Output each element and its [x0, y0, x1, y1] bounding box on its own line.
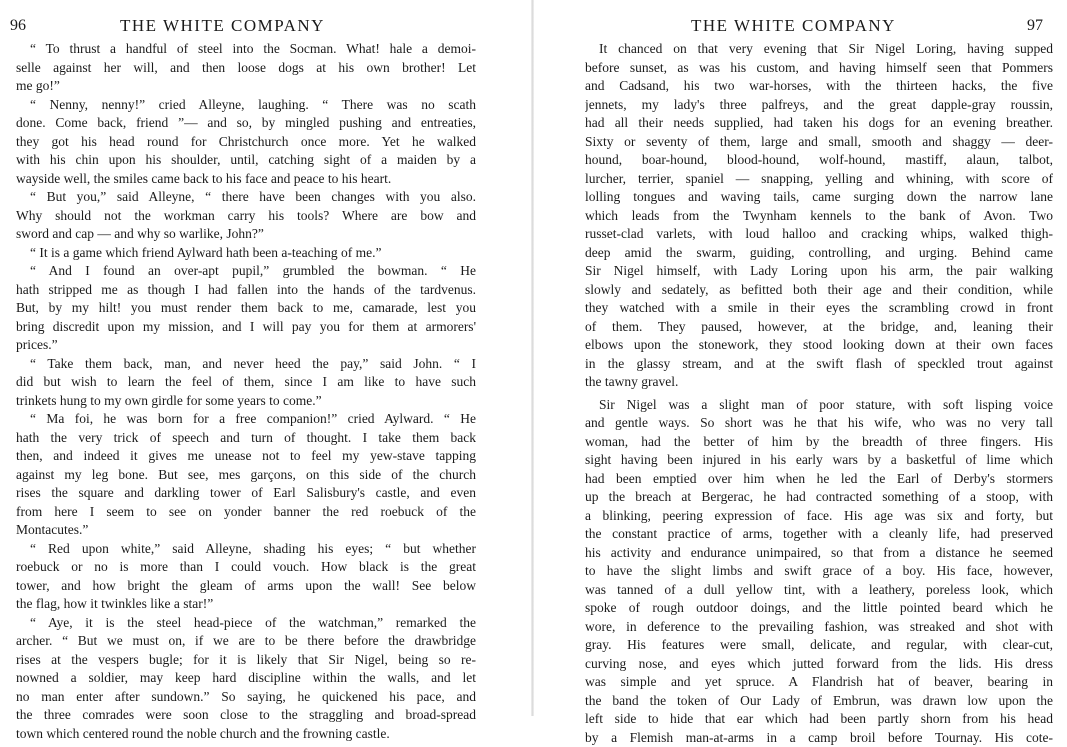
text-line: then, and indeed it gives me unease not to feel my yew-stave tapping — [16, 447, 476, 466]
text-line: “ Ma foi, he was born for a free companion!” cried Aylward. “ He — [16, 410, 476, 429]
text-line: was simple and yet spruce. A Flandrish hat of beaver, bearing in — [585, 673, 1053, 692]
text-line: a blinking, peering expression of face. His age was six and forty, but — [585, 507, 1053, 526]
text-line: which leads from the Twynham kennels to the bank of Avon. Two — [585, 207, 1053, 226]
text-line: lolling tongues and waving tails, came surging down the narrow lane — [585, 188, 1053, 207]
text-line: rises the square and darkling tower of Earl Salisbury's castle, and even — [16, 484, 476, 503]
body-text — [585, 40, 1053, 747]
text-line: and Cadsand, his two war-horses, with the thirteen hacks, the five — [585, 77, 1053, 96]
text-line: jennets, my lady's three palfreys, and the great dapple-gray roussin, — [585, 96, 1053, 115]
text-line: with his chin upon his shoulder, until, catching sight of a maiden by a — [16, 151, 476, 170]
text-line: they got his head round for Christchurch once more. Yet he walked — [16, 133, 476, 152]
running-title: THE WHITE COMPANY — [120, 14, 325, 38]
text-line: selle against her will, and then loose dogs at his own brother! Let — [16, 59, 476, 78]
text-line: “ Red upon white,” said Alleyne, shading his eyes; “ but whether — [16, 540, 476, 559]
running-header — [10, 14, 519, 38]
text-line: no man enter after sundown.” So saying, he quickened his pace, and — [16, 688, 476, 707]
text-line: sight having been injured in his early wars by a basketful of lime which — [585, 451, 1053, 470]
text-line: Why should not the workman carry his tools? Where are bow and — [16, 207, 476, 226]
text-line: gray. His features were small, delicate, and regular, with clear-cut, — [585, 636, 1053, 655]
text-line: against my leg bone. But see, mes garçons, on this side of the church — [16, 466, 476, 485]
text-line: the band the token of Our Lady of Embrun, was drawn low upon the — [585, 692, 1053, 711]
text-line: hath stripped me as though I had fallen into the hands of the tardvenus. — [16, 281, 476, 300]
text-line: had been emptied over him when he led the Earl of Derby's stormers — [585, 470, 1053, 489]
text-line: curving nose, and eyes which jutted forward from the lids. His dress — [585, 655, 1053, 674]
text-line: lurcher, terrier, spaniel — snapping, yelling and whining, with score of — [585, 170, 1053, 189]
text-line: prices.” — [16, 336, 476, 355]
text-line: hath the very trick of speech and turn of thought. I take them back — [16, 429, 476, 448]
text-line: did but wish to learn the feel of them, since I am like to have such — [16, 373, 476, 392]
text-line: “ Aye, it is the steel head-piece of the watchman,” remarked the — [16, 614, 476, 633]
text-line: by a Flemish man-at-arms in a camp broil before Tournay. His cote- — [585, 729, 1053, 747]
text-line: russet-clad varlets, with loud halloo and cracking whips, walked thigh- — [585, 225, 1053, 244]
text-line: “ It is a game which friend Aylward hath been a-teaching of me.” — [16, 244, 476, 263]
text-line: elbows upon the stonework, they stood looking down at their own faces — [585, 336, 1053, 355]
text-line: done. Come back, friend ”— and so, by mingled pushing and entreaties, — [16, 114, 476, 133]
running-title: THE WHITE COMPANY — [691, 14, 896, 38]
text-line: in the glassy stream, and at the swift flash of speckled trout against — [585, 355, 1053, 374]
text-line: had all their needs supplied, had taken his dogs for an evening breather. — [585, 114, 1053, 133]
text-line: Sir Nigel was a slight man of poor stature, with soft lisping voice — [585, 396, 1053, 415]
text-line: to have the slight limbs and swift grace of a boy. His face, however, — [585, 562, 1053, 581]
text-line: Sixty or seventy of them, large and small, smooth and shaggy — deer- — [585, 133, 1053, 152]
page-number: 97 — [1027, 14, 1043, 38]
text-line: “ And I found an over-apt pupil,” grumbled the bowman. “ He — [16, 262, 476, 281]
text-line: hound, boar-hound, blood-hound, wolf-hound, mastiff, alaun, talbot, — [585, 151, 1053, 170]
text-line: bring discredit upon my mission, and I will pay you for them at armorers' — [16, 318, 476, 337]
text-line: before sunset, as was his custom, and having himself seen that Pommers — [585, 59, 1053, 78]
text-line: “ To thrust a handful of steel into the Socman. What! hale a demoi- — [16, 40, 476, 59]
text-line: town which centered round the noble church and the frowning castle. — [16, 725, 476, 744]
text-line: “ Nenny, nenny!” cried Alleyne, laughing. “ There was no scath — [16, 96, 476, 115]
text-line: the three comrades were soon close to the straggling and broad-spread — [16, 706, 476, 725]
right-page — [533, 0, 1067, 716]
text-line: But, by my hilt! you must render them back to me, camarade, lest you — [16, 299, 476, 318]
text-line: nowned a soldier, may keep hard discipline within the walls, and let — [16, 669, 476, 688]
text-line: the constant practice of arms, together with a cleanly life, had preserved — [585, 525, 1053, 544]
text-line: wore, in deference to the prevailing fashion, was streaked and shot with — [585, 618, 1053, 637]
text-line: roebuck or no is more than I could vouch. How black is the great — [16, 558, 476, 577]
text-line: his activity and endurance unimpaired, so that from a distance he seemed — [585, 544, 1053, 563]
text-line: the tawny gravel. — [585, 373, 1053, 392]
text-line: and gentle ways. So short was he that his wife, who was no very tall — [585, 414, 1053, 433]
text-line: of them. They paused, however, at the bridge, and, leaning their — [585, 318, 1053, 337]
text-line: rises at the vespers bugle; for it is likely that Sir Nigel, being so re- — [16, 651, 476, 670]
text-line: Montacutes.” — [16, 521, 476, 540]
text-line: It chanced on that very evening that Sir Nigel Loring, having supped — [585, 40, 1053, 59]
text-line: woman, had the better of him by the breadth of three fingers. His — [585, 433, 1053, 452]
text-line: the flag, how it twinkles like a star!” — [16, 595, 476, 614]
text-line: up the breach at Bergerac, he had contracted something of a stoop, with — [585, 488, 1053, 507]
text-line: archer. “ But we must on, if we are to be there before the drawbridge — [16, 632, 476, 651]
text-line: “ But you,” said Alleyne, “ there have been changes with you also. — [16, 188, 476, 207]
text-line: sword and cap — and why so warlike, John?” — [16, 225, 476, 244]
text-line: trinkets hung to my own girdle for some years to come.” — [16, 392, 476, 411]
running-header — [691, 14, 1043, 38]
text-line: spoke of rough outdoor doings, and the little pointed beard which he — [585, 599, 1053, 618]
left-page — [0, 0, 533, 716]
page-number: 96 — [10, 14, 26, 38]
text-line: left side to hide that ear which had been partly shorn from his head — [585, 710, 1053, 729]
text-line: tower, and how bright the gleam of arms upon the wall! See below — [16, 577, 476, 596]
text-line: deep amid the swarm, guiding, controlling, and urging. Behind came — [585, 244, 1053, 263]
text-line: they watched with a smile in their eyes the scrambling crowd in front — [585, 299, 1053, 318]
text-line: slowly and sedately, as befitted both their age and their condition, while — [585, 281, 1053, 300]
text-line: “ Take them back, man, and never heed the pay,” said John. “ I — [16, 355, 476, 374]
text-line: Sir Nigel himself, with Lady Loring upon his arm, the pair walking — [585, 262, 1053, 281]
text-line: was tanned of a dull yellow tint, with a leathery, poreless look, which — [585, 581, 1053, 600]
body-text — [16, 40, 476, 743]
text-line: me go!” — [16, 77, 476, 96]
text-line: wayside well, the smiles came back to his face and peace to his heart. — [16, 170, 476, 189]
text-line: from here I seem to see on yonder banner the red roebuck of the — [16, 503, 476, 522]
